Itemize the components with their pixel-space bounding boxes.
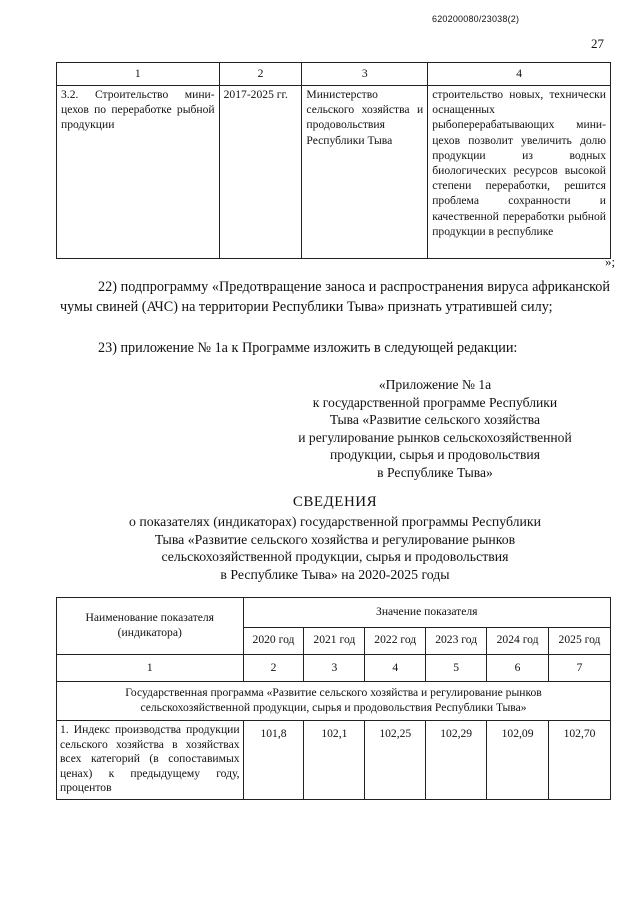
appendix-line: и регулирование рынков сельскохозяйственной: [298, 429, 572, 445]
column-numbers-row: [57, 655, 611, 682]
year-header: 2023 год: [426, 627, 487, 654]
document-id: 620200080/23038(2): [432, 14, 520, 24]
paragraph-23: 23) приложение № 1а к Программе изложить в следующей редакции:: [98, 340, 518, 356]
col-number: 1: [57, 655, 244, 682]
appendix-line: продукции, сырья и продовольствия: [330, 447, 540, 463]
year-header: 2024 год: [487, 627, 549, 654]
col-number: 6: [487, 655, 549, 682]
subtitle-line: Тыва «Развитие сельского хозяйства и регулирование рынков: [154, 531, 516, 547]
document-subtitle: [60, 513, 610, 583]
top-table: [56, 62, 611, 259]
year-header: 2025 год: [549, 627, 611, 654]
indicators-header-row: [57, 598, 611, 628]
appendix-line: в Республике Тыва»: [377, 464, 493, 480]
activity-period: 2017-2025 гг.: [219, 86, 302, 259]
document-title: СВЕДЕНИЯ: [292, 494, 378, 510]
subtitle-line: в Республике Тыва» на 2020-2025 годы: [220, 566, 450, 582]
table-row: [57, 721, 611, 800]
col-number: 1: [57, 63, 220, 86]
col-number: 2: [219, 63, 302, 86]
indicator-value: 102,25: [365, 721, 426, 800]
indicator-value-header: Значение показателя: [243, 598, 610, 628]
indicator-value: 102,1: [304, 721, 365, 800]
appendix-line: к государственной программе Республики: [312, 394, 558, 410]
year-header: 2021 год: [304, 627, 365, 654]
col-number: 4: [365, 655, 426, 682]
table-row: [57, 86, 611, 259]
indicator-value: 102,70: [549, 721, 611, 800]
program-row: [57, 682, 611, 721]
indicators-table: [56, 597, 611, 800]
indicator-name-header: Наименование показателя (индикатора): [57, 598, 244, 655]
appendix-block: [260, 376, 610, 482]
closing-quote: »;: [605, 254, 616, 269]
subtitle-line: сельскохозяйственной продукции, сырья и продовольствия: [161, 549, 509, 565]
subtitle-line: о показателях (индикаторах) государственной программы Республики: [129, 514, 541, 529]
top-table-header-row: [57, 63, 611, 86]
indicator-value: 102,09: [487, 721, 549, 800]
program-name: Государственная программа «Развитие сельского хозяйства и регулирование рынков сельскохозяйственной продукции, сырья и продовольствия Республики Тыва»: [57, 682, 611, 721]
appendix-line: Тыва «Развитие сельского хозяйства: [329, 412, 541, 428]
col-number: 5: [426, 655, 487, 682]
paragraph-22: 22) подпрограмму «Предотвращение заноса и распространения вируса африканской чумы свиней (АЧС) на территории Республики Тыва» признать утратившей силу;: [60, 279, 610, 315]
col-number: 3: [302, 63, 428, 86]
col-number: 4: [428, 63, 611, 86]
activity-name: 3.2. Строительство мини-цехов по переработке рыбной продукции: [57, 86, 220, 259]
indicator-value: 101,8: [243, 721, 304, 800]
col-number: 7: [549, 655, 611, 682]
activity-result: строительство новых, технически оснащенных рыбоперерабатывающих мини-цехов позволит увеличить долю продукции из водных биологических ресурсов высокой степени переработки, решится проблема сохранности и качественной переработки рыбной продукции в республике: [428, 86, 611, 259]
year-header: 2020 год: [243, 627, 304, 654]
page-number: 27: [591, 36, 604, 51]
year-header: 2022 год: [365, 627, 426, 654]
col-number: 2: [243, 655, 304, 682]
indicator-value: 102,29: [426, 721, 487, 800]
col-number: 3: [304, 655, 365, 682]
activity-executor: Министерство сельского хозяйства и продовольствия Республики Тыва: [302, 86, 428, 259]
indicator-name: 1. Индекс производства продукции сельского хозяйства в хозяйствах всех категорий (в сопоставимых ценах) к предыдущему году, процентов: [57, 721, 244, 800]
appendix-line: «Приложение № 1а: [378, 377, 492, 392]
